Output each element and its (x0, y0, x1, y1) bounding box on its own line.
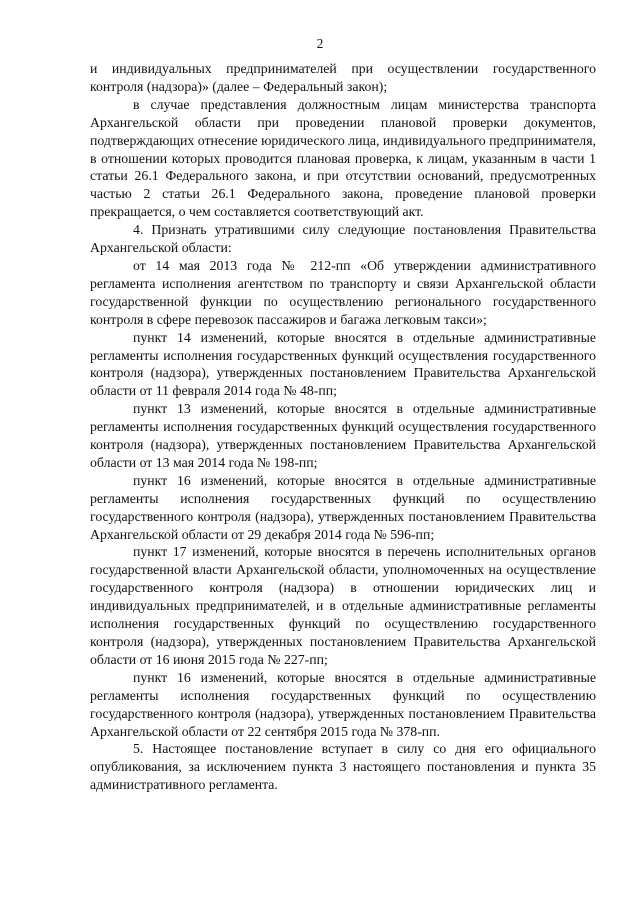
paragraph-resolution-48-pp: пункт 14 изменений, которые вносятся в отдельные административные регламенты исполнения государственных функций осуществления государственного контроля (надзора), утвержденных постановлением Правительства Архангельской области от 11 февраля 2014 года № 48-пп; (90, 329, 596, 399)
page-number: 2 (316, 36, 324, 51)
document-body (90, 60, 596, 794)
paragraph-inspection-termination: в случае представления должностным лицам министерства транспорта Архангельской области при проведении плановой проверки документов, подтверждающих отнесение юридического лица, индивидуального предпринимателя, в отношении которых проводится плановая проверка, к лицам, указанным в части 1 статьи 26.1 Федерального закона, и при отсутствии оснований, предусмотренных частью 2 статьи 26.1 Федерального закона, проведение плановой проверки прекращается, о чем составляется соответствующий акт. (90, 96, 596, 220)
paragraph-resolution-212-pp: от 14 мая 2013 года № 212-пп «Об утверждении административного регламента исполнения агентством по транспорту и связи Архангельской области государственной функции по осуществлению регионального государственного контроля в сфере перевозок пассажиров и багажа легковым такси»; (90, 257, 596, 327)
paragraph-resolution-596-pp: пункт 16 изменений, которые вносятся в отдельные административные регламенты исполнения государственных функций по осуществлению государственного контроля (надзора), утвержденных постановлением Правительства Архангельской области от 29 декабря 2014 года № 596-пп; (90, 472, 596, 542)
paragraph-continuation: и индивидуальных предпринимателей при осуществлении государственного контроля (надзора)» (далее – Федеральный закон); (90, 61, 596, 94)
paragraph-resolution-227-pp: пункт 17 изменений, которые вносятся в перечень исполнительных органов государственной власти Архангельской области, уполномоченных на осуществление государственного контроля (надзора) в отношении юридических лиц и индивидуальных предпринимателей, и в отдельные административные регламенты исполнения государственных функций по осуществлению государственного контроля (надзора), утвержденных постановлением Правительства Архангельской области от 16 июня 2015 года № 227-пп; (90, 544, 596, 667)
paragraph-resolution-378-pp: пункт 16 изменений, которые вносятся в отдельные административные регламенты исполнения государственных функций по осуществлению государственного контроля (надзора), утвержденных постановлением Правительства Архангельской области от 22 сентября 2015 года № 378-пп. (90, 669, 596, 739)
paragraph-resolution-198-pp: пункт 13 изменений, которые вносятся в отдельные административные регламенты исполнения государственных функций осуществления государственного контроля (надзора), утвержденных постановлением Правительства Архангельской области от 13 мая 2014 года № 198-пп; (90, 401, 596, 470)
paragraph-item-4: 4. Признать утратившими силу следующие постановления Правительства Архангельской области: (90, 222, 596, 256)
paragraph-item-5: 5. Настоящее постановление вступает в силу со дня его официального опубликования, за исключением пункта 3 настоящего постановления и пункта 35 административного регламента. (90, 741, 596, 793)
